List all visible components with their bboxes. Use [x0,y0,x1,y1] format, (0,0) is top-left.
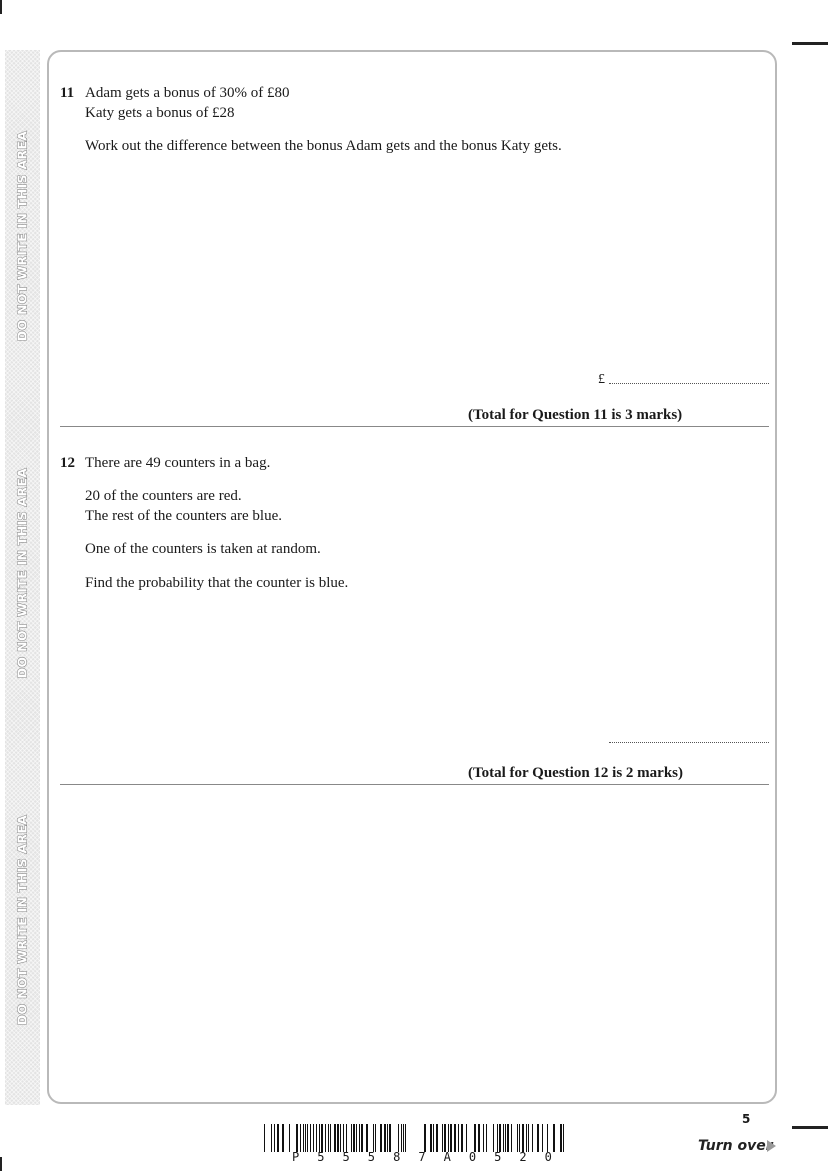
answer-line-q11[interactable] [609,383,769,384]
barcode-bar [532,1124,533,1152]
barcode-bar [553,1124,555,1152]
barcode-bar [526,1124,527,1152]
barcode-bar [505,1124,506,1152]
barcode-bar [380,1124,382,1152]
barcode-bar [401,1124,402,1152]
barcode-bar [389,1124,391,1152]
barcode-bar [271,1124,272,1152]
barcode-bar [361,1124,363,1152]
barcode-char: 5 [494,1150,502,1164]
barcode-bar [511,1124,512,1152]
barcode-bar [384,1124,386,1152]
barcode-bar [444,1124,446,1152]
barcode-bar [486,1124,487,1152]
barcode-char: 8 [393,1150,401,1164]
barcode-bar [375,1124,376,1152]
barcode-bar [356,1124,357,1152]
barcode-bar [563,1124,564,1152]
barcode-bar [359,1124,360,1152]
question-11-line-1: Adam gets a bonus of 30% of £80 [85,85,290,101]
barcode-bar [300,1124,301,1152]
barcode-char: 0 [544,1150,552,1164]
barcode-bar [542,1124,543,1152]
registration-mark-bottom [792,1126,828,1129]
question-divider-11 [60,426,769,427]
barcode-bar [340,1124,341,1152]
question-12-line-1: There are 49 counters in a bag. [85,455,271,471]
barcode-bar [454,1124,456,1152]
barcode-bar [405,1124,406,1152]
barcode-bar [307,1124,308,1152]
barcode-char: 0 [468,1150,477,1164]
barcode-bar [282,1124,284,1152]
question-12-prompt: Find the probability that the counter is blue. [85,575,349,591]
barcode-bar [366,1124,368,1152]
barcode-bar [433,1124,434,1152]
question-11-prompt: Work out the difference between the bonus Adam gets and the bonus Katy gets. [85,138,562,154]
currency-symbol: £ [598,372,605,387]
barcode-bar [528,1124,529,1152]
barcode-bar [353,1124,355,1152]
barcode-bar [330,1124,331,1152]
turn-over-arrow-icon [767,1140,776,1152]
barcode-bar [436,1124,438,1152]
page-number: 5 [742,1112,751,1126]
question-12-number: 12 [60,455,75,471]
crop-mark-bottom [0,1157,2,1171]
barcode-bar [547,1124,548,1152]
barcode-bar [373,1124,374,1152]
barcode-bar [448,1124,449,1152]
barcode-bar [537,1124,539,1152]
barcode-bar [313,1124,314,1152]
barcode-bar [264,1124,265,1152]
barcode-text [292,1150,552,1164]
barcode-bar [560,1124,562,1152]
question-11-line-2: Katy gets a bonus of £28 [85,105,235,121]
barcode-bar [343,1124,344,1152]
barcode-bar [289,1124,290,1152]
barcode-bar [316,1124,317,1152]
barcode-bar [325,1124,326,1152]
barcode-bar [519,1124,520,1152]
barcode-bar [442,1124,443,1152]
barcode-bar [319,1124,320,1152]
barcode [264,1124,564,1152]
question-12-line-3: The rest of the counters are blue. [85,508,282,524]
barcode-bar [493,1124,494,1152]
barcode-bar [461,1124,463,1152]
barcode-bar [403,1124,404,1152]
barcode-bar [321,1124,323,1152]
barcode-bar [517,1124,518,1152]
barcode-bar [274,1124,275,1152]
crop-mark-top [0,0,2,14]
barcode-char: 2 [519,1150,527,1164]
question-12-line-2: 20 of the counters are red. [85,488,242,504]
registration-mark-top [792,42,828,45]
barcode-bar [305,1124,306,1152]
barcode-bar [450,1124,452,1152]
barcode-char: 5 [317,1150,325,1164]
barcode-char: 5 [342,1150,350,1164]
barcode-char: P [292,1150,300,1164]
barcode-char: 7 [418,1150,426,1164]
barcode-bar [346,1124,347,1152]
barcode-bar [334,1124,336,1152]
barcode-bar [503,1124,504,1152]
barcode-bar [398,1124,399,1152]
barcode-bar [296,1124,298,1152]
question-12-line-4: One of the counters is taken at random. [85,541,321,557]
question-11-number: 11 [60,85,75,101]
barcode-bar [483,1124,484,1152]
barcode-bar [351,1124,352,1152]
question-divider-12 [60,784,769,785]
question-11-total: (Total for Question 11 is 3 marks) [468,407,683,423]
barcode-bar [303,1124,304,1152]
barcode-bar [499,1124,501,1152]
barcode-bar [337,1124,339,1152]
barcode-bar [458,1124,459,1152]
barcode-bar [430,1124,432,1152]
barcode-bar [310,1124,311,1152]
barcode-bar [277,1124,279,1152]
question-12-total: (Total for Question 12 is 2 marks) [468,765,684,781]
barcode-char: 5 [367,1150,376,1164]
barcode-bar [497,1124,498,1152]
barcode-bar [478,1124,480,1152]
barcode-bar [507,1124,509,1152]
barcode-bar [424,1124,426,1152]
barcode-bar [466,1124,467,1152]
barcode-bar [522,1124,524,1152]
barcode-char: A [443,1150,451,1164]
answer-line-q12[interactable] [609,742,769,743]
turn-over-label: Turn over [698,1138,773,1154]
barcode-bar [328,1124,329,1152]
barcode-bar [474,1124,476,1152]
barcode-bar [387,1124,388,1152]
